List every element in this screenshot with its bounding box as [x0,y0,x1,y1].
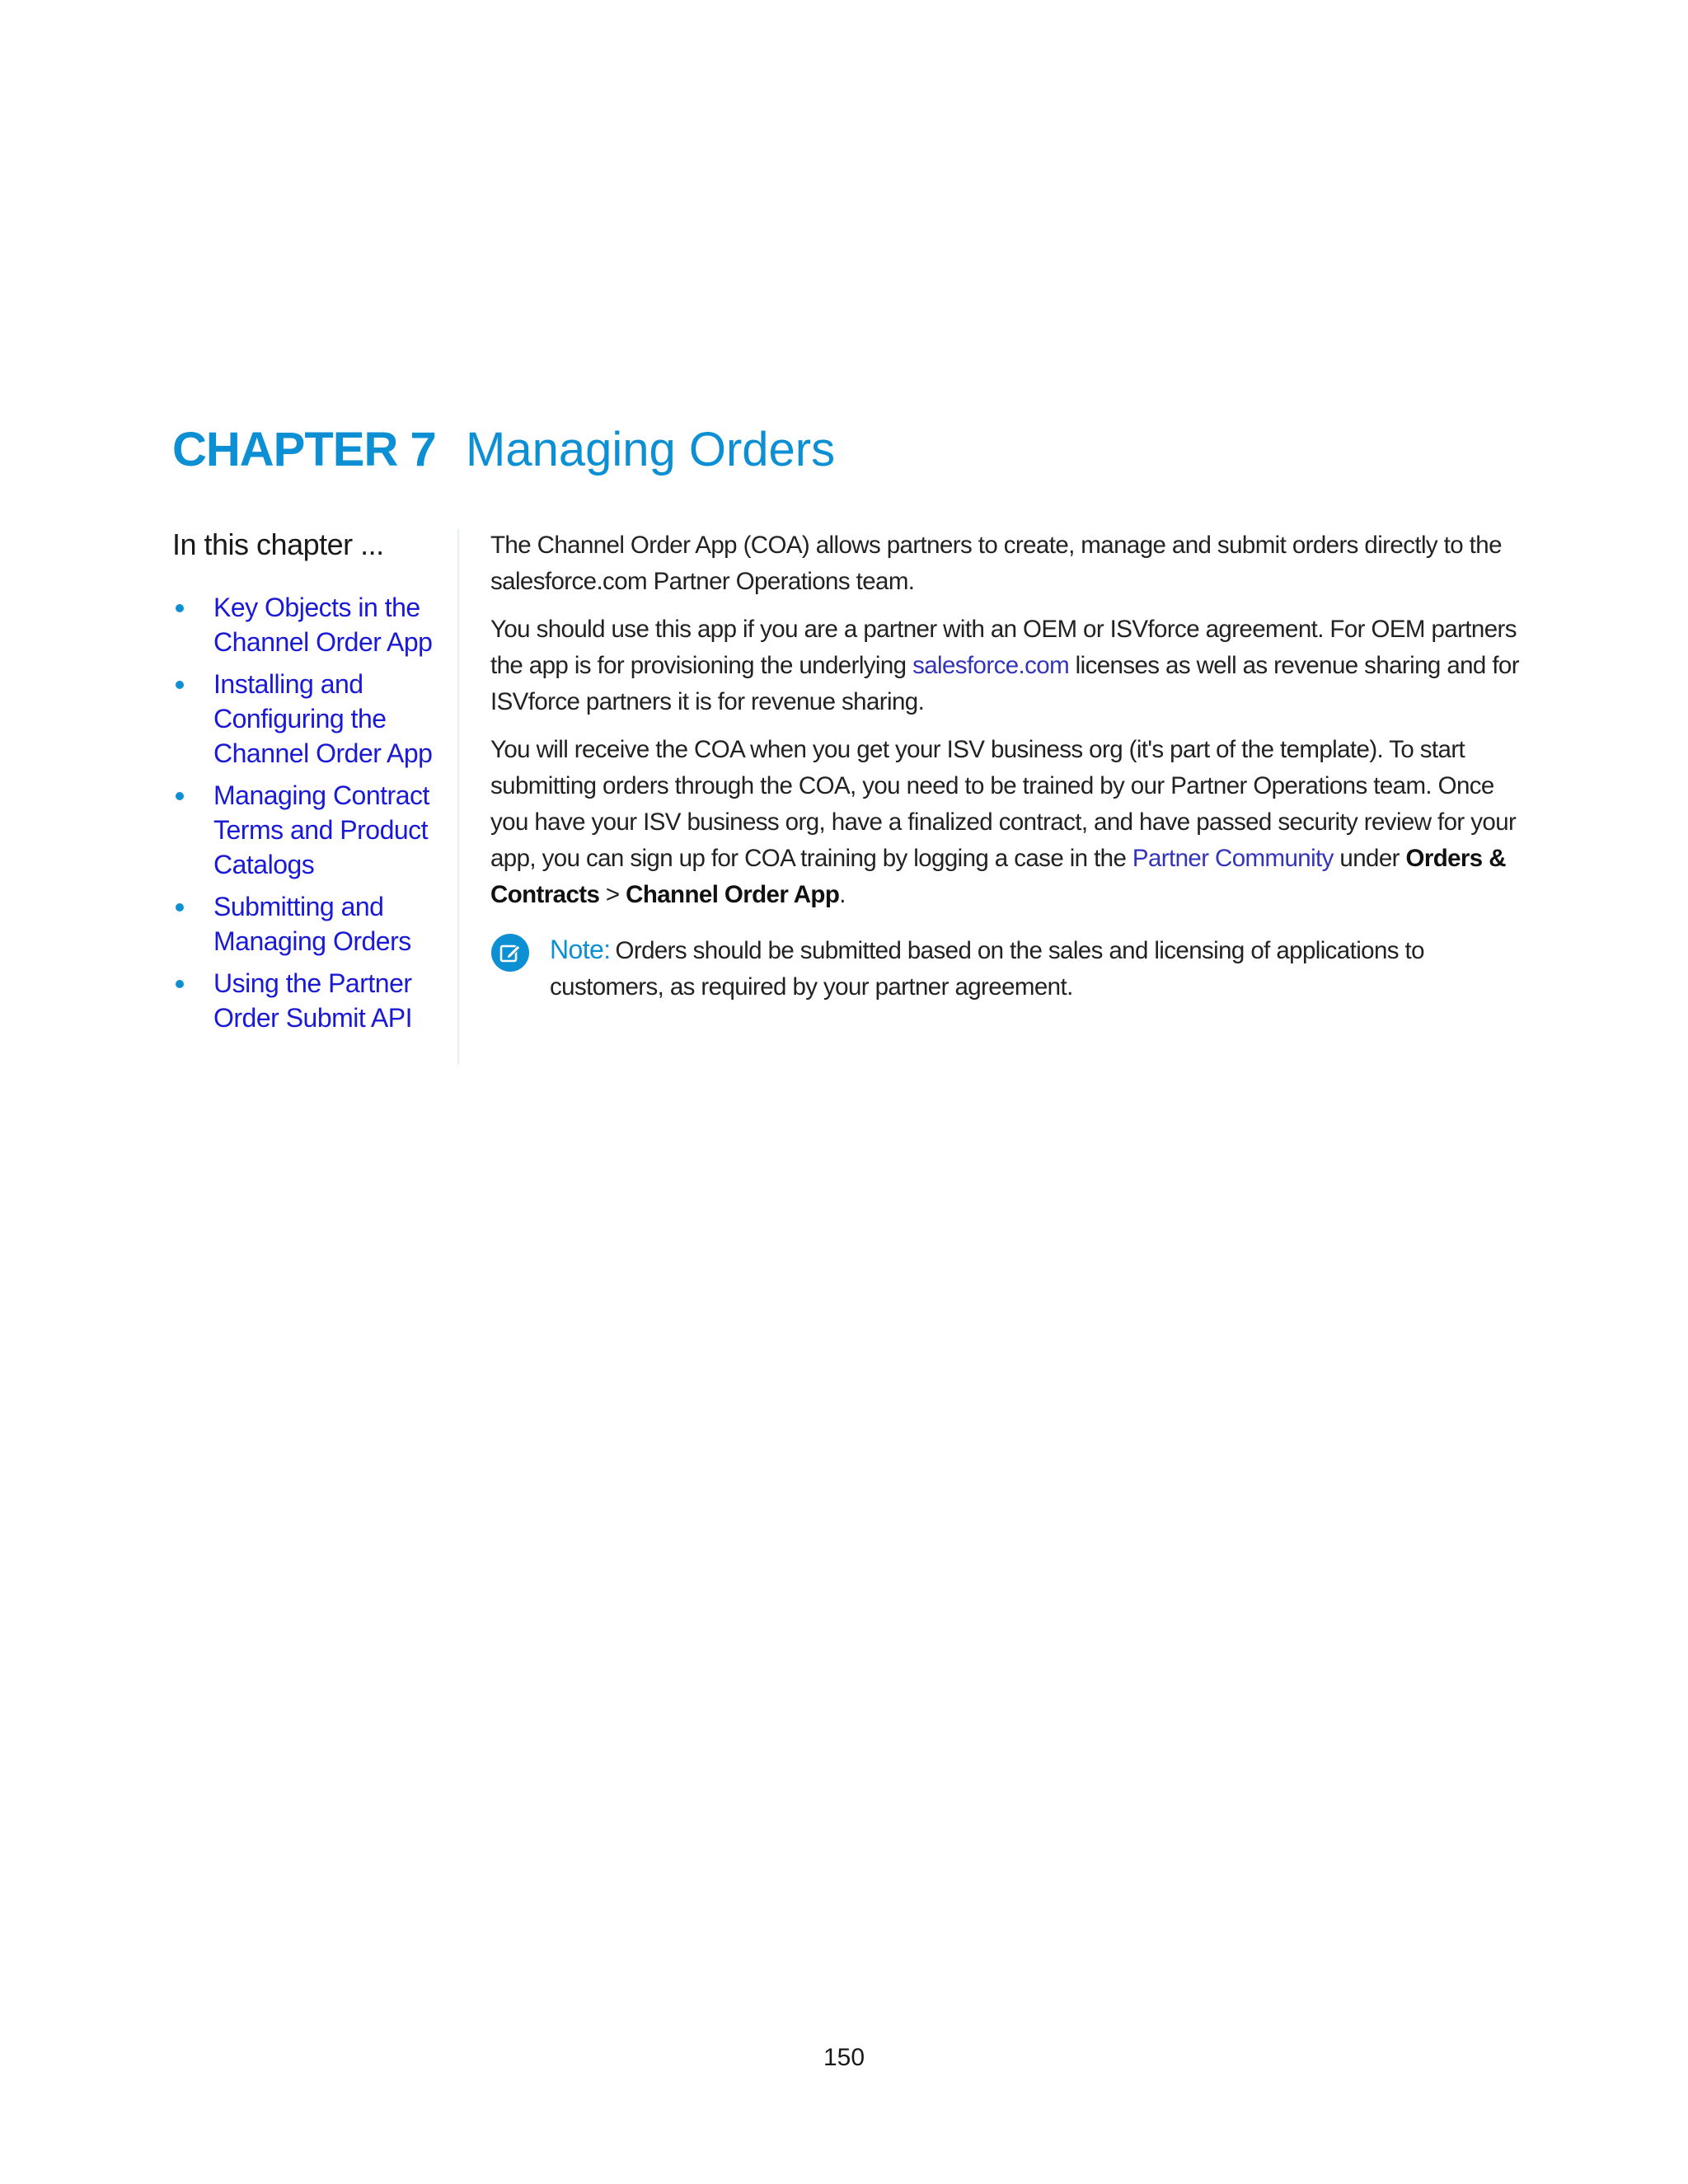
usage-text-1: You should use this app if you are a partner with an OEM or ISVforce agreement. For OEM partners the app is for provisioning the underlying [490,616,1517,679]
toc-item-submitting-orders [172,889,452,958]
bullet-icon [176,604,184,612]
intro-paragraph: The Channel Order App (COA) allows partners to create, manage and submit orders directly to the salesforce.com Partner Operations team. [490,532,1502,595]
bullet-icon [176,903,184,912]
menu-path-orders-contracts: Orders & Contracts [490,845,1506,908]
bullet-icon [176,792,184,800]
bullet-icon [176,681,184,689]
toc-link-installing[interactable]: Installing and Configuring the Channel Order App [213,669,433,768]
toc-item-key-objects [172,590,452,659]
note-edit-icon [490,933,530,972]
training-text-2: under [1333,845,1406,872]
toc-link-submitting-orders[interactable]: Submitting and Managing Orders [213,892,411,956]
toc-link-key-objects[interactable]: Key Objects in the Channel Order App [213,593,433,657]
bullet-icon [176,980,184,988]
training-text-1: You will receive the COA when you get your ISV business org (it's part of the template). To start submitting orders through the COA, you need to be trained by our Partner Operations team. Once you have your ISV business org, have a finalized contract, and have passed security review for your app, you can sign up for COA training by logging a case in the [490,736,1517,872]
toc-link-contract-terms[interactable]: Managing Contract Terms and Product Catalogs [213,780,429,879]
chapter-header [172,422,835,477]
toc-item-installing [172,667,452,771]
sidebar-divider [457,529,459,1065]
menu-path-separator: > [599,881,626,908]
training-text-end: . [839,881,846,908]
chapter-body [490,527,1521,1005]
partner-community-link[interactable]: Partner Community [1132,845,1334,872]
chapter-title: Managing Orders [466,423,836,476]
toc-link-submit-api[interactable]: Using the Partner Order Submit API [213,968,412,1033]
usage-paragraph [490,612,1521,720]
note-text-block [550,931,1521,1005]
chapter-toc [172,590,452,1035]
sidebar-heading: In this chapter ... [172,527,384,561]
toc-item-contract-terms [172,778,452,882]
note-callout [490,931,1521,1005]
menu-path-channel-order-app: Channel Order App [626,881,840,908]
salesforce-link[interactable]: salesforce.com [912,652,1070,679]
training-paragraph [490,732,1521,913]
chapter-sidebar [172,527,452,1063]
page-number: 150 [823,2044,865,2071]
toc-item-submit-api [172,966,452,1035]
note-body: Orders should be submitted based on the sales and licensing of applications to customers, as required by your partner agreement. [550,937,1424,1001]
note-label: Note: [550,935,611,964]
usage-text-2: licenses as well as revenue sharing and for ISVforce partners it is for revenue sharing. [490,652,1519,715]
chapter-label: CHAPTER 7 [172,423,436,476]
